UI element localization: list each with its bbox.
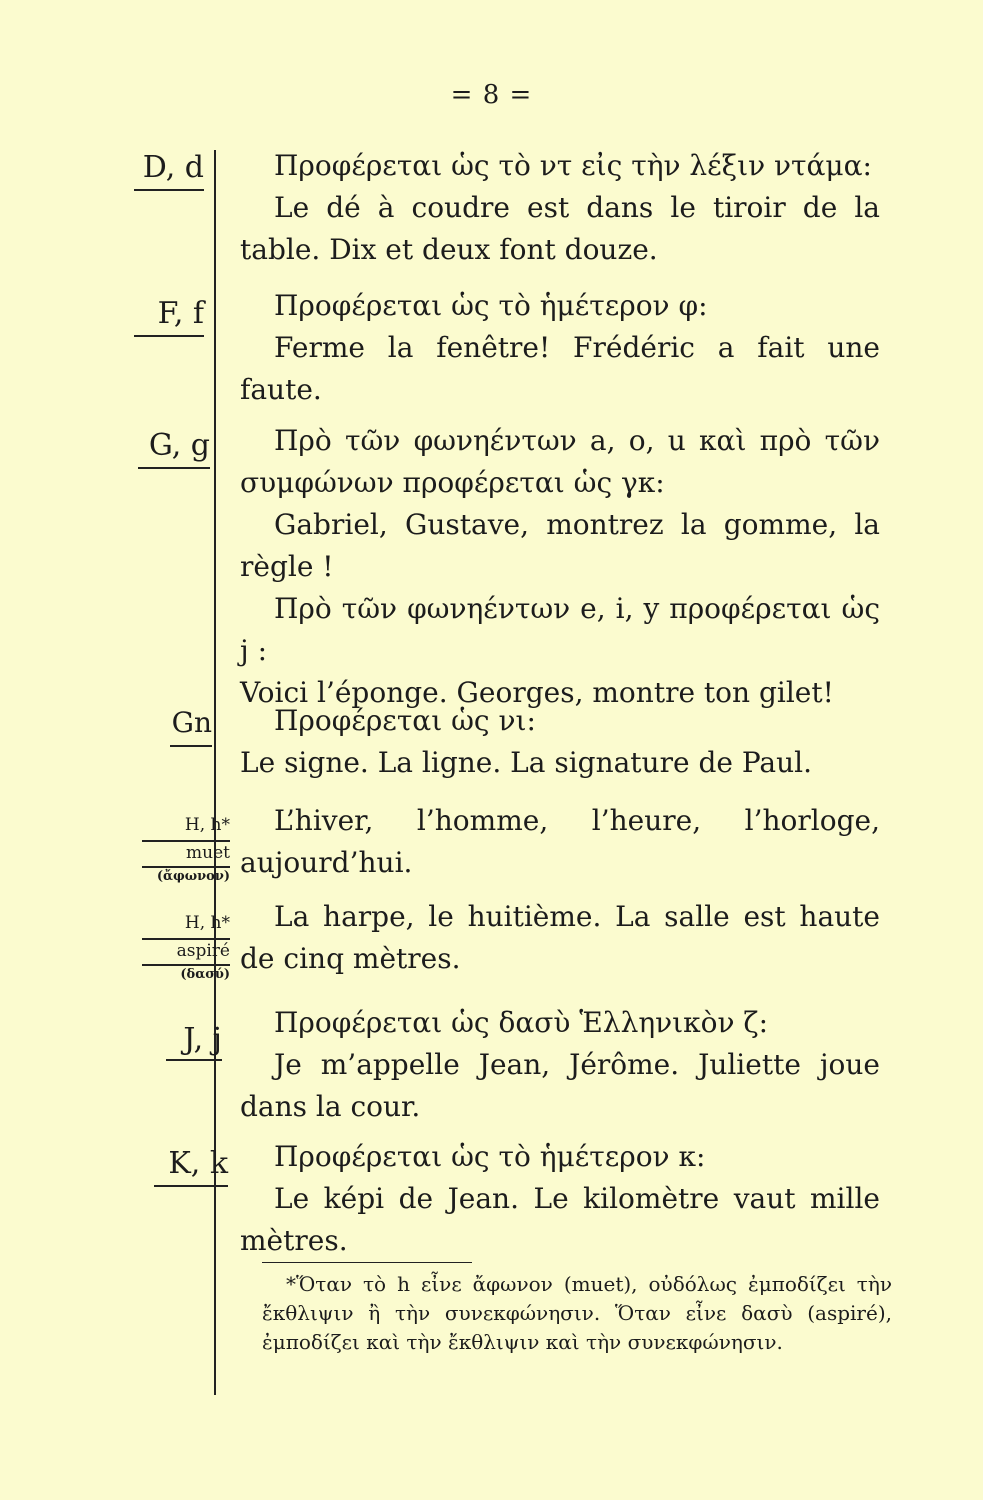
letter-h-muet: [136, 814, 230, 886]
letter-d: [128, 150, 204, 191]
letter-j: [160, 1022, 222, 1061]
example-text: Le képi de Jean. Le kilomètre vaut mille mètres.: [240, 1182, 880, 1257]
letter-label: H, h*: [184, 913, 230, 933]
section-h-aspire: [240, 896, 880, 980]
footnote-text: *Ὅταν τὸ h εἶνε ἄφωνον (muet), οὐδόλως ἐμποδίζει τὴν ἔκθλιψιν ἢ τὴν συνεκφώνησιν. Ὅταν εἶνε δασὺ (aspiré), ἐμποδίζει καὶ τὴν ἔκθλιψιν καὶ τὴν συνεκφώνησιν.: [262, 1272, 892, 1354]
example-text: Le dé à coudre est dans le tiroir de la table. Dix et deux font douze.: [240, 191, 880, 266]
letter-underline: [138, 467, 210, 469]
letter-gn: [166, 706, 212, 747]
greek-rule: Προφέρεται ὡς δασὺ Ἑλληνικὸν ζ:: [274, 1006, 769, 1039]
section-d: [240, 145, 880, 271]
section-j: [240, 1002, 880, 1128]
example-text: Le signe. La ligne. La signature de Paul.: [240, 746, 813, 779]
letter-f: [128, 296, 204, 337]
letter-label: D, d: [142, 150, 204, 185]
letter-label: F, f: [157, 296, 204, 331]
example-text: L’hiver, l’homme, l’heure, l’horloge, aujourd’hui.: [240, 804, 880, 879]
greek-rule: Προφέρεται ὡς τὸ ἡμέτερον φ:: [274, 289, 708, 322]
letter-label: Gn: [171, 706, 212, 739]
footnote-rule: [262, 1262, 472, 1263]
example-text: Gabriel, Gustave, montrez la gomme, la règle !: [240, 508, 880, 583]
letter-note: (δασύ): [180, 967, 230, 982]
greek-rule: Προφέρεται ὡς νι:: [274, 704, 536, 737]
letter-underline: [134, 189, 204, 191]
letter-sub: muet: [186, 843, 230, 863]
greek-rule: Προφέρεται ὡς τὸ ἡμέτερον κ:: [274, 1140, 706, 1173]
section-g: [240, 420, 880, 714]
vertical-rule: [214, 150, 216, 1395]
letter-underline: [134, 335, 204, 337]
section-f: [240, 285, 880, 411]
section-k: [240, 1136, 880, 1262]
letter-underline: [166, 1059, 222, 1061]
example-text: Voici l’éponge. Georges, montre ton gilet!: [240, 676, 834, 709]
letter-label: H, h*: [184, 815, 230, 835]
section-gn: [240, 700, 880, 784]
letter-label: K, k: [168, 1146, 228, 1181]
letter-k: [150, 1146, 228, 1187]
letter-g: [128, 428, 210, 469]
example-text: La harpe, le huitième. La salle est haute de cinq mètres.: [240, 900, 880, 975]
letter-note: (ἄφωνον): [156, 869, 230, 884]
example-text: Je m’appelle Jean, Jérôme. Juliette joue dans la cour.: [240, 1048, 880, 1123]
letter-label: G, g: [148, 428, 210, 463]
letter-sub: aspiré: [176, 941, 230, 961]
letter-underline: [154, 1185, 228, 1187]
letter-label: J, j: [183, 1022, 222, 1057]
footnote: [262, 1270, 892, 1357]
letter-h-aspire: [136, 912, 230, 984]
greek-rule: Πρὸ τῶν φωνηέντων e, i, y προφέρεται ὡς j :: [240, 592, 880, 667]
greek-rule: Προφέρεται ὡς τὸ ντ εἰς τὴν λέξιν ντάμα:: [274, 149, 872, 182]
section-h-muet: [240, 800, 880, 884]
page-number: = 8 =: [450, 80, 533, 110]
letter-underline: [170, 745, 212, 747]
example-text: Ferme la fenêtre! Frédéric a fait une faute.: [240, 331, 880, 406]
greek-rule: Πρὸ τῶν φωνηέντων a, o, u καὶ πρὸ τῶν συμφώνων προφέρεται ὡς γκ:: [240, 424, 880, 499]
